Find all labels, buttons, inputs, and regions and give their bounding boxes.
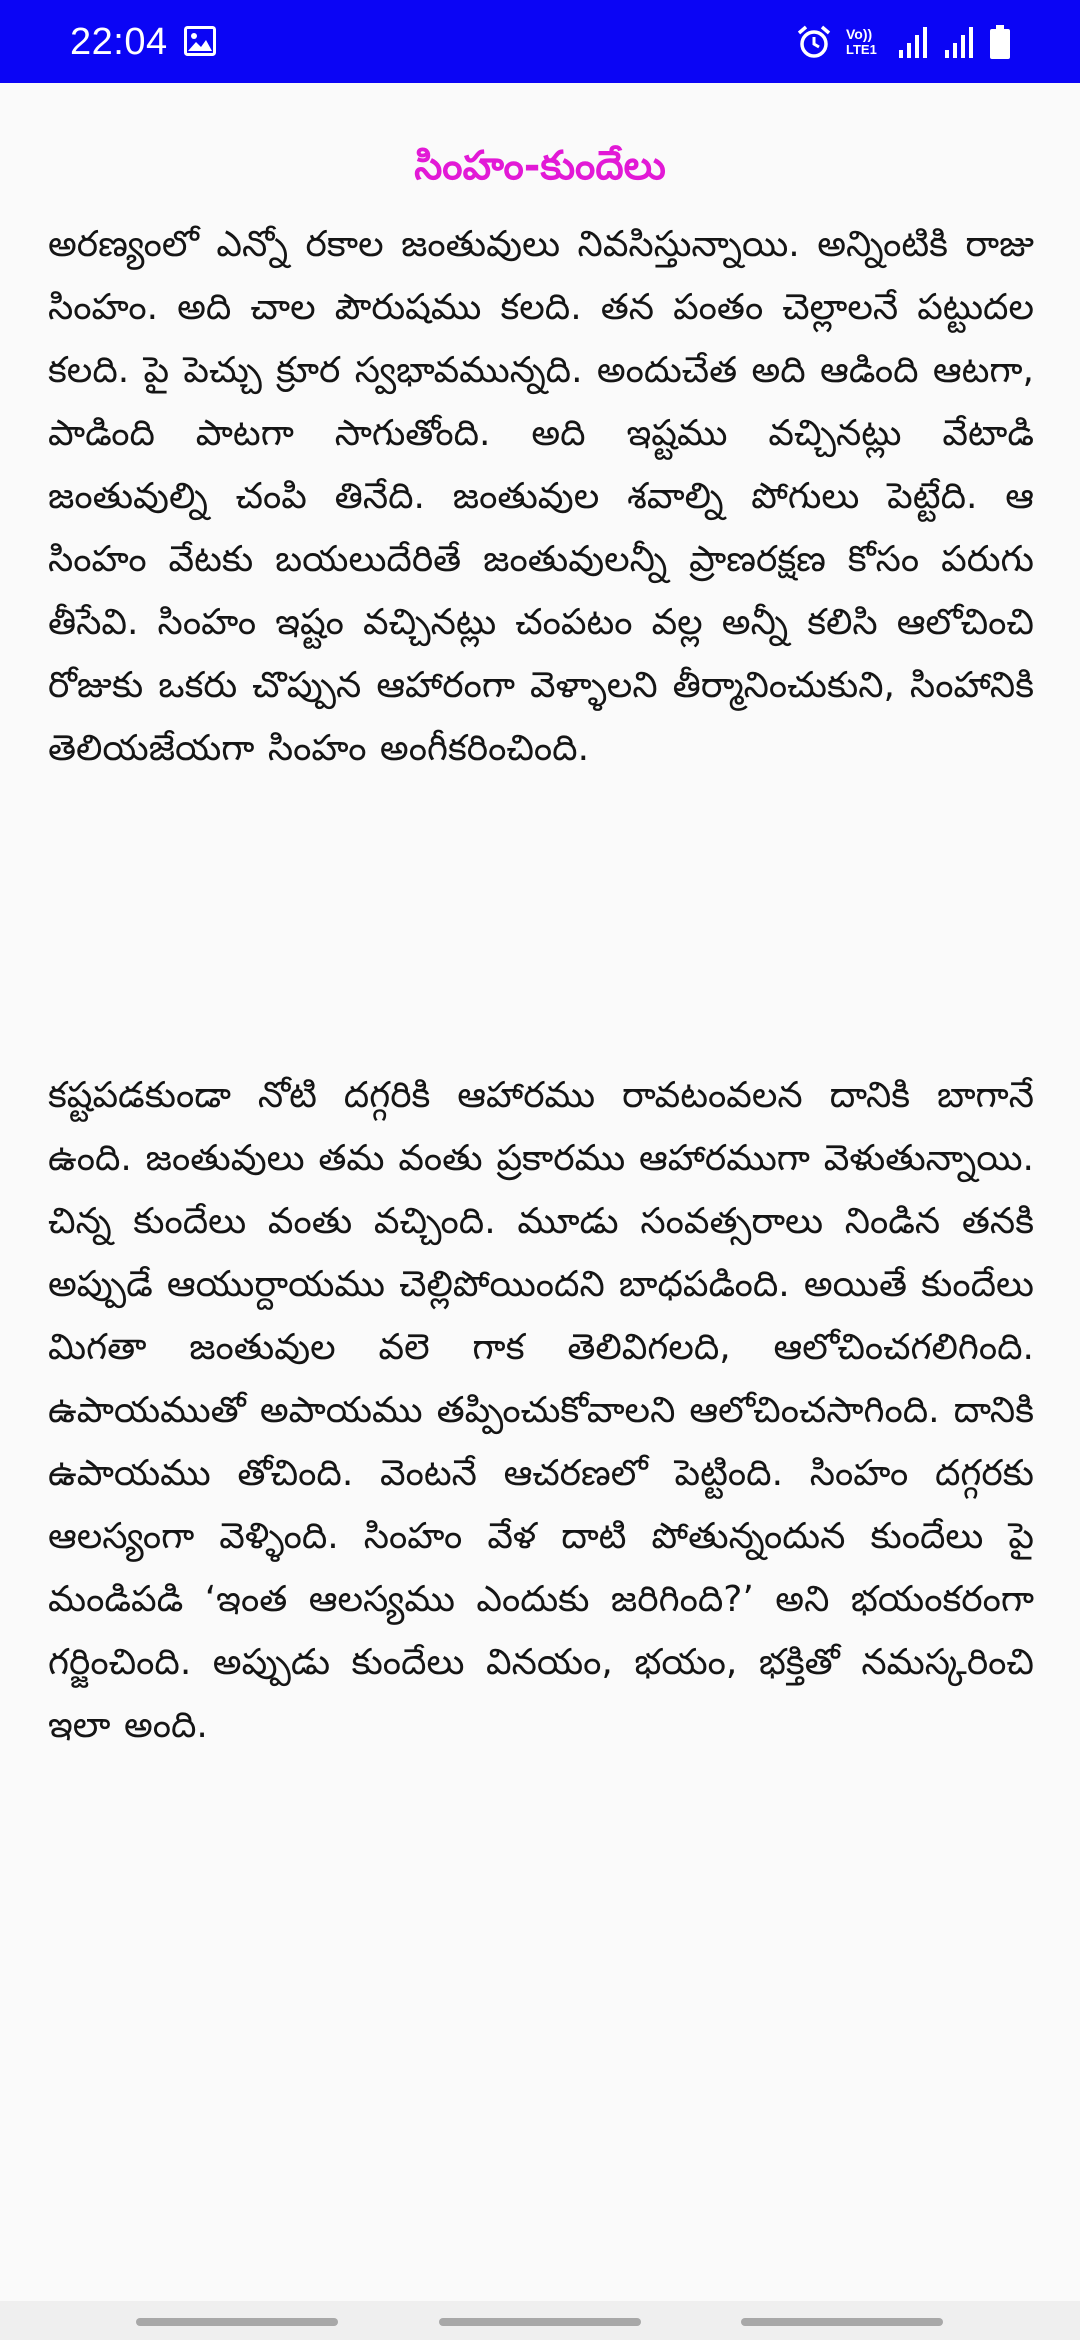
lte-label: LTE1 xyxy=(846,42,877,57)
story-content[interactable] xyxy=(0,83,1080,2301)
back-gesture-handle[interactable] xyxy=(741,2318,943,2326)
volte-label: Vo)) xyxy=(846,26,873,42)
alarm-icon xyxy=(796,24,832,60)
status-bar xyxy=(0,0,1080,83)
battery-icon xyxy=(990,25,1010,59)
navigation-bar xyxy=(0,2301,1080,2340)
volte-icon xyxy=(846,24,884,60)
story-title: సింహం-కుందేలు xyxy=(414,142,666,189)
status-time: 22:04 xyxy=(70,21,168,63)
status-icons xyxy=(796,22,1010,62)
signal-icon-2 xyxy=(944,25,976,59)
story-paragraph-2: కష్టపడకుండా నోటి దగ్గరికి ఆహారము రావటంవలన దానికి బాగానే ఉంది. జంతువులు తమ వంతు ప్రకారము ఆహారముగా వెళుతున్నాయి. చిన్న కుందేలు వంతు వచ్చింది. మూడు సంవత్సరాలు నిండిన తనకి అప్పుడే ఆయుర్దాయము చెల్లిపోయిందని బాధపడింది. అయితే కుందేలు మిగతా జంతువుల వలె గాక తెలివిగలది, ఆలోచించగలిగింది. ఉపాయముతో అపాయము తప్పించుకోవాలని ఆలోచించసాగింది. దానికి ఉపాయము తోచింది. వెంటనే ఆచరణలో పెట్టింది. సింహం దగ్గరకు ఆలస్యంగా వెళ్ళింది. సింహం వేళ దాటి పోతున్నందున కుందేలు పై మండిపడి ‘ఇంత ఆలస్యము ఎందుకు జరిగింది?’ అని భయంకరంగా గర్జించింది. అప్పుడు కుందేలు వినయం, భయం, భక్తితో నమస్కరించి ఇలా అంది. xyxy=(48,1075,1034,1746)
signal-icon xyxy=(898,25,930,59)
image-notification-icon xyxy=(184,26,216,56)
home-gesture-handle[interactable] xyxy=(439,2318,641,2326)
recent-apps-gesture-handle[interactable] xyxy=(136,2318,338,2326)
story-paragraph-1: అరణ్యంలో ఎన్నో రకాల జంతువులు నివసిస్తున్నాయి. అన్నింటికి రాజు సింహం. అది చాల పౌరుషము కలది. తన పంతం చెల్లాలనే పట్టుదల కలది. పై పెచ్చు క్రూర స్వభావమున్నది. అందుచేత అది ఆడింది ఆటగా, పాడింది పాటగా సాగుతోంది. అది ఇష్టము వచ్చినట్లు వేటాడి జంతువుల్ని చంపి తినేది. జంతువుల శవాల్ని పోగులు పెట్టేది. ఆ సింహం వేటకు బయలుదేరితే జంతువులన్నీ ప్రాణరక్షణ కోసం పరుగు తీసేవి. సింహం ఇష్టం వచ్చినట్లు చంపటం వల్ల అన్నీ కలిసి ఆలోచించి రోజుకు ఒకరు చొప్పున ఆహారంగా వెళ్ళాలని తీర్మానించుకుని, సింహానికి తెలియజేయగా సింహం అంగీకరించింది. xyxy=(48,224,1034,769)
